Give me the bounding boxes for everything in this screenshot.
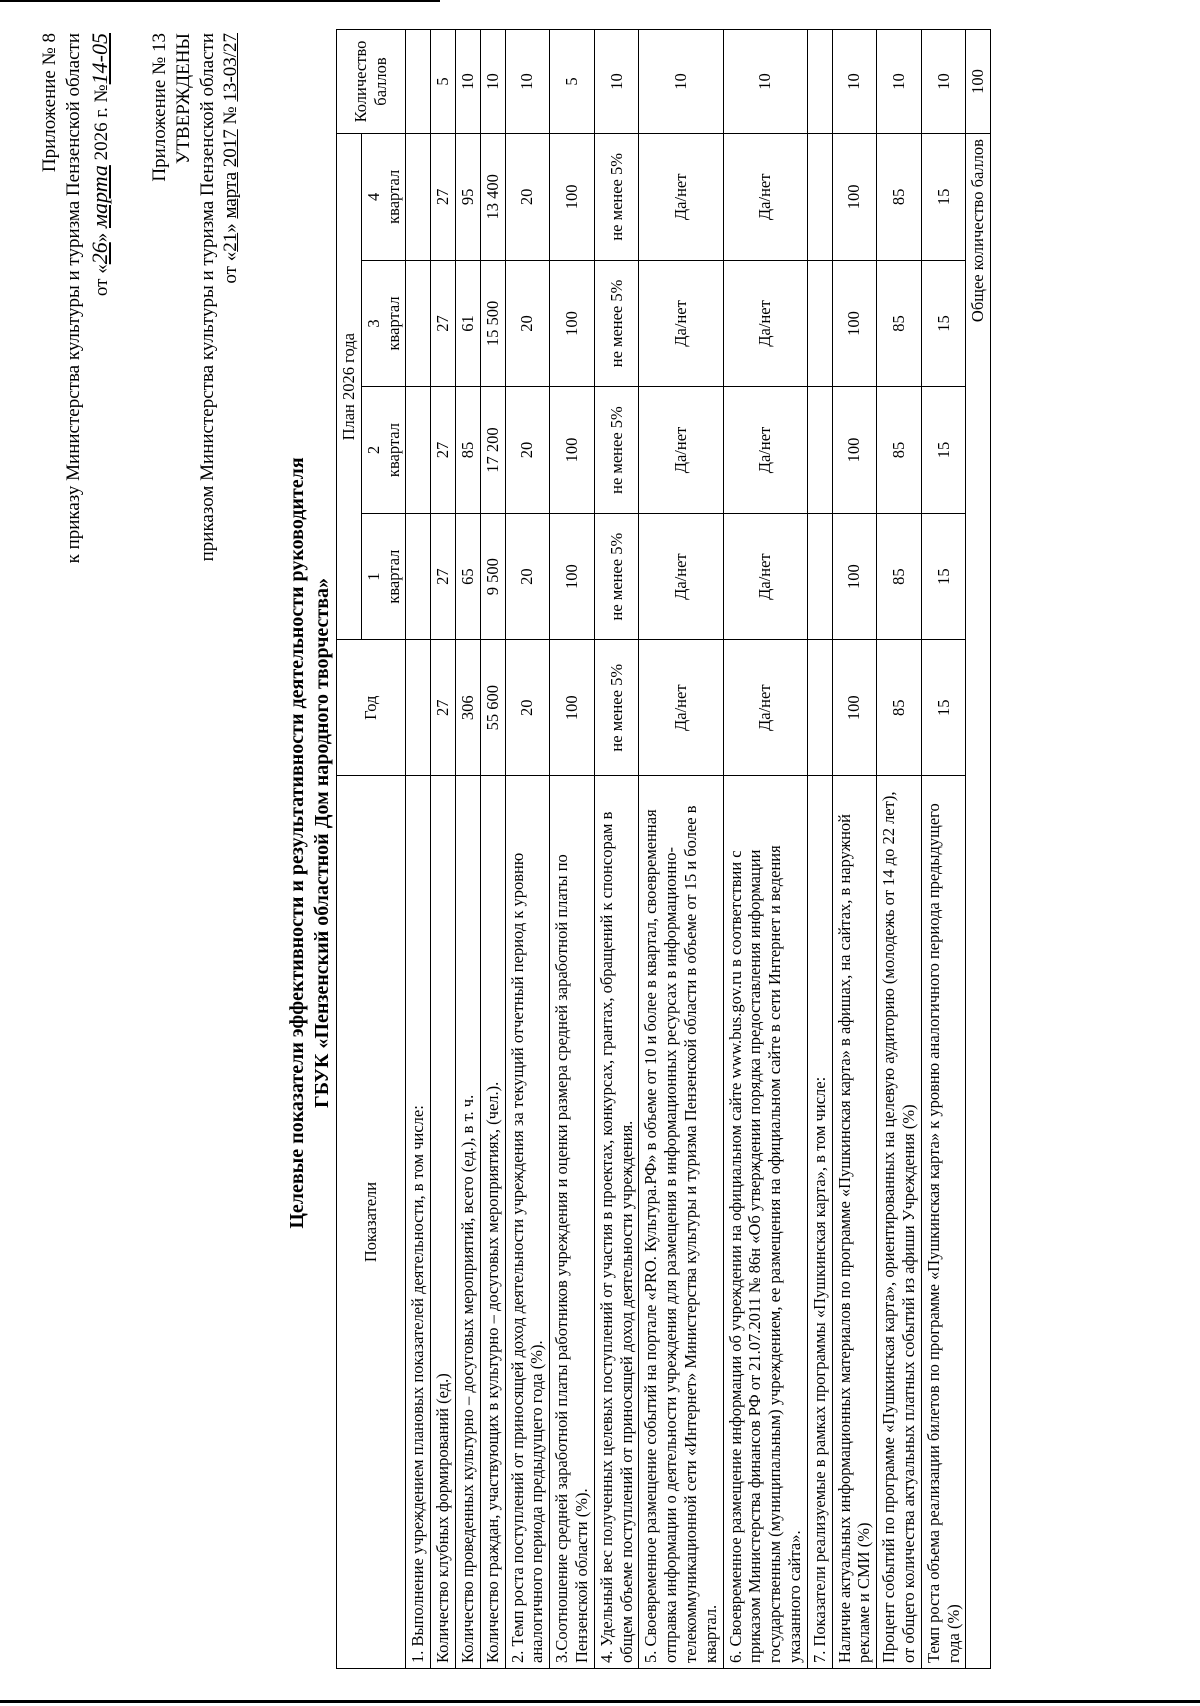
order-line: к приказу Министерства культуры и туризма Пензенской области	[62, 33, 84, 564]
row-q2	[406, 387, 431, 514]
table-row	[550, 30, 595, 1669]
row-q1: 9 500	[480, 513, 505, 640]
table-row	[921, 30, 966, 1669]
row-q3: Да/нет	[723, 260, 807, 387]
row-indicator: 3.Соотношение средней заработной платы работников учреждения и оценки размера средней заработной платы по Пензенской области (%).	[550, 776, 595, 1669]
table-row	[639, 30, 723, 1669]
approved-label: УТВЕРЖДЕНЫ	[172, 33, 194, 165]
header-indicator: Показатели	[337, 776, 406, 1669]
title-line-1: Целевые показатели эффективности и результативности деятельности руководителя	[286, 457, 308, 1229]
row-q2: 85	[877, 387, 922, 514]
row-indicator: 4. Удельный вес полученных целевых поступлений от участия в проектах, конкурсах, грантах, обращений к спонсорам в общем объеме поступлений от приносящей доход деятельности учреждения.	[594, 776, 639, 1669]
row-indicator: 7. Показатели реализуемые в рамках программы «Пушкинская карта», в том числе:	[807, 776, 832, 1669]
total-row	[966, 30, 991, 1669]
row-year: 15	[921, 640, 966, 776]
row-year: 100	[832, 640, 877, 776]
indicators-table	[336, 29, 991, 1669]
row-points: 10	[480, 30, 505, 134]
order-date-line: от «26» марта 2026 г. №14-05	[86, 33, 112, 297]
table-row	[594, 30, 639, 1669]
row-q1	[406, 513, 431, 640]
row-year: 20	[505, 640, 550, 776]
row-q4: 100	[832, 134, 877, 261]
row-q3: 61	[455, 260, 480, 387]
row-q4: Да/нет	[723, 134, 807, 261]
row-q4: не менее 5%	[594, 134, 639, 261]
row-q2: 15	[921, 387, 966, 514]
total-label: Общее количество баллов	[966, 134, 991, 1669]
total-value: 100	[966, 30, 991, 134]
table-row	[723, 30, 807, 1669]
row-q1: 85	[877, 513, 922, 640]
row-q4: 85	[877, 134, 922, 261]
row-q2	[807, 387, 832, 514]
rotated-document	[30, 13, 1170, 1693]
row-indicator: 5. Своевременное размещение событий на портале «PRO. Культура.РФ» в объеме от 10 и более в квартал, своевременная отправка информации о деятельности учреждения для размещения в информационных ресурсах в информационно-телекоммуникационной сети «Интернет» Министерства культуры и туризма Пензенской области в объеме от 15 и более в квартал.	[639, 776, 723, 1669]
table-row	[431, 30, 456, 1669]
row-year: 55 600	[480, 640, 505, 776]
row-q2: 17 200	[480, 387, 505, 514]
row-q3: 15	[921, 260, 966, 387]
row-q1: 15	[921, 513, 966, 640]
table-row	[807, 30, 832, 1669]
row-q3	[406, 260, 431, 387]
row-points: 5	[550, 30, 595, 134]
row-year	[807, 640, 832, 776]
row-points: 10	[594, 30, 639, 134]
row-q3: 27	[431, 260, 456, 387]
row-year: 306	[455, 640, 480, 776]
appendix-8-block	[38, 33, 113, 563]
row-q2: не менее 5%	[594, 387, 639, 514]
row-q2: 100	[832, 387, 877, 514]
table-row	[505, 30, 550, 1669]
header-plan: План 2026 года	[337, 134, 362, 640]
row-q4: 20	[505, 134, 550, 261]
row-q4: 95	[455, 134, 480, 261]
row-q1: 100	[832, 513, 877, 640]
row-q4	[807, 134, 832, 261]
table-row	[832, 30, 877, 1669]
row-q3: 100	[832, 260, 877, 387]
row-q1: 100	[550, 513, 595, 640]
row-indicator: 2. Темп роста поступлений от приносящей доход деятельности учреждения за текущий отчетный период к уровню аналогичного периода предыдущего года (%).	[505, 776, 550, 1669]
table-row	[877, 30, 922, 1669]
row-points: 5	[431, 30, 456, 134]
header-year: Год	[337, 640, 406, 776]
table-row	[455, 30, 480, 1669]
handwritten-day: 26	[86, 242, 112, 265]
row-q1: не менее 5%	[594, 513, 639, 640]
approved-date-line: от «21» марта 2017 № 13-03/27	[220, 33, 242, 284]
document-title	[285, 143, 335, 1543]
row-indicator: Процент событий по программе «Пушкинская карта», ориентированных на целевую аудиторию (молодежь от 14 до 22 лет), от общего количества актуальных платных событий из афиши Учреждения (%)	[877, 776, 922, 1669]
row-points: 10	[921, 30, 966, 134]
row-q1	[807, 513, 832, 640]
row-year: 100	[550, 640, 595, 776]
row-q4: 15	[921, 134, 966, 261]
row-q3: не менее 5%	[594, 260, 639, 387]
row-q1: 20	[505, 513, 550, 640]
row-q2: 100	[550, 387, 595, 514]
row-points: 10	[832, 30, 877, 134]
row-indicator: 6. Своевременное размещение информации об учреждении на официальном сайте www.bus.gov.ru в соответствии с приказом Министерства финансов РФ от 21.07.2011 № 86н «Об утверждении порядка предоставления информации государственным (муниципальным) учреждением, ее размещения на официальном сайте в сети Интернет и ведения указанного сайта».	[723, 776, 807, 1669]
row-points: 10	[877, 30, 922, 134]
row-indicator: Количество клубных формирований (ед.)	[431, 776, 456, 1669]
row-q4	[406, 134, 431, 261]
row-year: 85	[877, 640, 922, 776]
row-q2: 27	[431, 387, 456, 514]
row-points: 10	[505, 30, 550, 134]
row-year	[406, 640, 431, 776]
row-q1: Да/нет	[639, 513, 723, 640]
row-q4: 13 400	[480, 134, 505, 261]
header-row-1	[337, 30, 362, 1669]
row-q2: Да/нет	[639, 387, 723, 514]
appendix-13-label: Приложение № 13	[149, 33, 170, 182]
table-body	[406, 30, 966, 1669]
row-year: Да/нет	[723, 640, 807, 776]
title-line-2: ГБУК «Пензенский областной Дом народного творчества»	[311, 577, 333, 1109]
row-q3	[807, 260, 832, 387]
row-q2: 20	[505, 387, 550, 514]
row-points: 10	[723, 30, 807, 134]
row-year: Да/нет	[639, 640, 723, 776]
header-q1: 1 квартал	[361, 513, 406, 640]
top-scan-line	[0, 0, 440, 2]
row-points: 10	[455, 30, 480, 134]
row-indicator: Наличие актуальных информационных материалов по программе «Пушкинская карта» в афишах, на сайтах, в наружной рекламе и СМИ (%)	[832, 776, 877, 1669]
row-indicator: 1. Выполнение учреждением плановых показателей деятельности, в том числе:	[406, 776, 431, 1669]
appendix-8-label: Приложение № 8	[39, 33, 60, 173]
row-q3: 100	[550, 260, 595, 387]
row-q2: Да/нет	[723, 387, 807, 514]
handwritten-month: марта	[86, 165, 112, 229]
row-year: 27	[431, 640, 456, 776]
row-q3: 85	[877, 260, 922, 387]
row-points	[406, 30, 431, 134]
row-q3: Да/нет	[639, 260, 723, 387]
row-q1: Да/нет	[723, 513, 807, 640]
row-indicator: Темп роста объема реализации билетов по программе «Пушкинская карта» к уровню аналогичного периода предыдущего года (%)	[921, 776, 966, 1669]
row-q4: 100	[550, 134, 595, 261]
header-q2: 2 квартал	[361, 387, 406, 514]
row-points	[807, 30, 832, 134]
row-q4: Да/нет	[639, 134, 723, 261]
handwritten-number: 14-05	[86, 33, 112, 85]
appendix-13-block	[148, 33, 243, 561]
header-q4: 4 квартал	[361, 134, 406, 261]
approved-by-line: приказом Министерства культуры и туризма Пензенской области	[196, 33, 218, 562]
row-indicator: Количество граждан, участвующих в культурно – досуговых мероприятиях, (чел.).	[480, 776, 505, 1669]
row-q3: 20	[505, 260, 550, 387]
row-year: не менее 5%	[594, 640, 639, 776]
row-points: 10	[639, 30, 723, 134]
row-q4: 27	[431, 134, 456, 261]
header-q3: 3 квартал	[361, 260, 406, 387]
bottom-scan-line	[0, 1700, 1200, 1703]
row-q2: 85	[455, 387, 480, 514]
table-row	[480, 30, 505, 1669]
row-q3: 15 500	[480, 260, 505, 387]
row-q1: 27	[431, 513, 456, 640]
table-row	[406, 30, 431, 1669]
row-q1: 65	[455, 513, 480, 640]
header-points: Количество баллов	[337, 30, 406, 134]
row-indicator: Количество проведенных культурно – досуговых мероприятий, всего (ед.), в т. ч.	[455, 776, 480, 1669]
